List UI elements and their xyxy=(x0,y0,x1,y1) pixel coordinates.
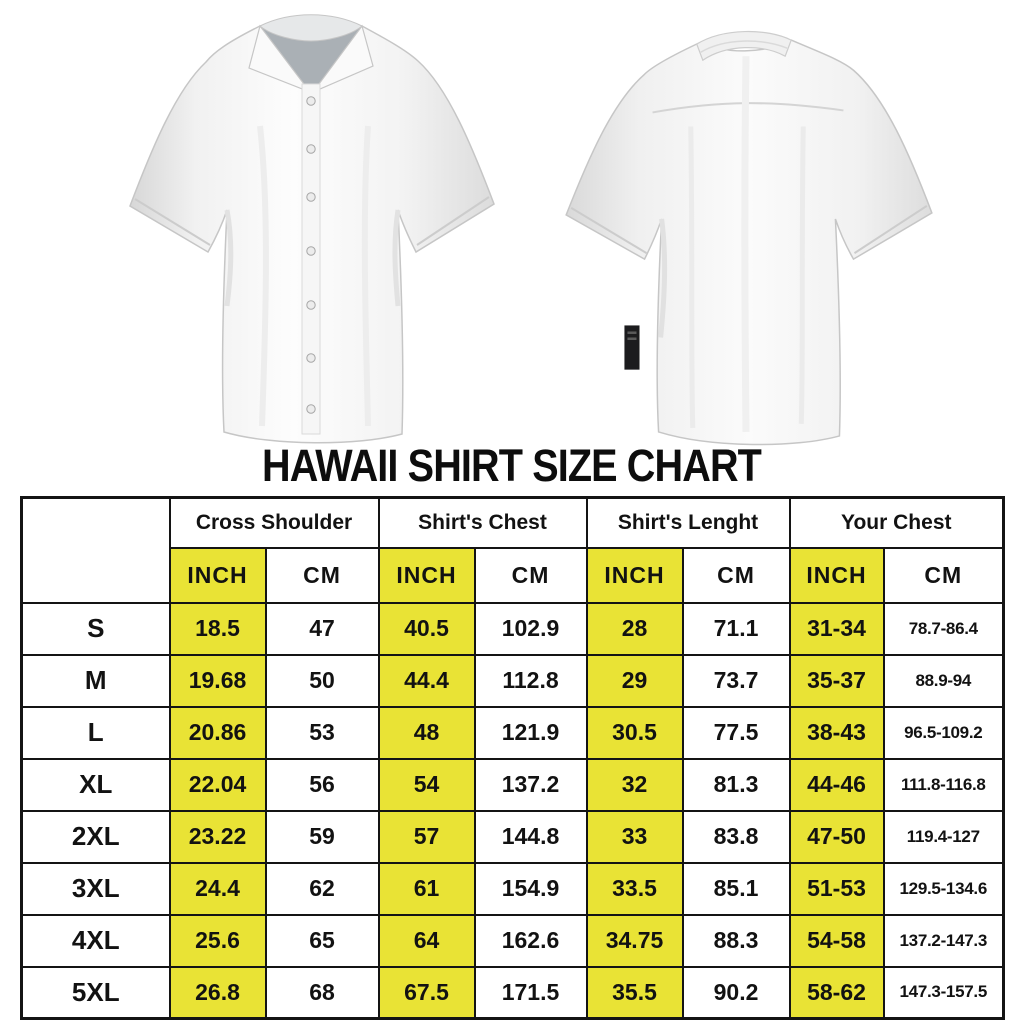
value-cell: 22.04 xyxy=(170,759,266,811)
value-cell: 65 xyxy=(266,915,379,967)
value-cell: 20.86 xyxy=(170,707,266,759)
value-cell: 62 xyxy=(266,863,379,915)
size-row-5xl xyxy=(22,967,1004,1019)
value-cell: 40.5 xyxy=(379,603,475,655)
size-row-m xyxy=(22,655,1004,707)
value-cell: 81.3 xyxy=(683,759,790,811)
value-cell: 119.4-127 xyxy=(884,811,1004,863)
value-cell: 57 xyxy=(379,811,475,863)
size-row-xl xyxy=(22,759,1004,811)
value-cell: 147.3-157.5 xyxy=(884,967,1004,1019)
value-cell: 38-43 xyxy=(790,707,884,759)
value-cell: 88.3 xyxy=(683,915,790,967)
value-cell: 35-37 xyxy=(790,655,884,707)
size-label: 3XL xyxy=(22,863,170,915)
column-group-header: Your Chest xyxy=(790,498,1004,548)
value-cell: 68 xyxy=(266,967,379,1019)
value-cell: 121.9 xyxy=(475,707,587,759)
value-cell: 26.8 xyxy=(170,967,266,1019)
value-cell: 35.5 xyxy=(587,967,683,1019)
value-cell: 50 xyxy=(266,655,379,707)
value-cell: 47-50 xyxy=(790,811,884,863)
value-cell: 19.68 xyxy=(170,655,266,707)
size-label: 5XL xyxy=(22,967,170,1019)
value-cell: 33.5 xyxy=(587,863,683,915)
value-cell: 32 xyxy=(587,759,683,811)
value-cell: 73.7 xyxy=(683,655,790,707)
shirt-back-photo xyxy=(540,16,952,448)
value-cell: 137.2-147.3 xyxy=(884,915,1004,967)
unit-header-cm: CM xyxy=(884,548,1004,603)
size-label: S xyxy=(22,603,170,655)
unit-header-inch: INCH xyxy=(790,548,884,603)
value-cell: 129.5-134.6 xyxy=(884,863,1004,915)
value-cell: 44.4 xyxy=(379,655,475,707)
value-cell: 18.5 xyxy=(170,603,266,655)
page-title: HAWAII SHIRT SIZE CHART xyxy=(262,440,762,491)
value-cell: 29 xyxy=(587,655,683,707)
value-cell: 56 xyxy=(266,759,379,811)
size-label: 4XL xyxy=(22,915,170,967)
value-cell: 90.2 xyxy=(683,967,790,1019)
value-cell: 58-62 xyxy=(790,967,884,1019)
unit-header-cm: CM xyxy=(266,548,379,603)
unit-header-inch: INCH xyxy=(587,548,683,603)
value-cell: 137.2 xyxy=(475,759,587,811)
value-cell: 144.8 xyxy=(475,811,587,863)
size-row-l xyxy=(22,707,1004,759)
value-cell: 53 xyxy=(266,707,379,759)
column-group-header: Cross Shoulder xyxy=(170,498,379,548)
value-cell: 48 xyxy=(379,707,475,759)
value-cell: 112.8 xyxy=(475,655,587,707)
size-chart-corner-cell xyxy=(22,498,170,603)
size-label: L xyxy=(22,707,170,759)
value-cell: 44-46 xyxy=(790,759,884,811)
value-cell: 31-34 xyxy=(790,603,884,655)
value-cell: 25.6 xyxy=(170,915,266,967)
size-row-4xl xyxy=(22,915,1004,967)
value-cell: 111.8-116.8 xyxy=(884,759,1004,811)
value-cell: 30.5 xyxy=(587,707,683,759)
value-cell: 171.5 xyxy=(475,967,587,1019)
value-cell: 67.5 xyxy=(379,967,475,1019)
value-cell: 47 xyxy=(266,603,379,655)
value-cell: 24.4 xyxy=(170,863,266,915)
column-group-header: Shirt's Chest xyxy=(379,498,587,548)
unit-header-inch: INCH xyxy=(379,548,475,603)
value-cell: 162.6 xyxy=(475,915,587,967)
value-cell: 96.5-109.2 xyxy=(884,707,1004,759)
unit-header-cm: CM xyxy=(475,548,587,603)
value-cell: 61 xyxy=(379,863,475,915)
value-cell: 33 xyxy=(587,811,683,863)
size-label: 2XL xyxy=(22,811,170,863)
value-cell: 54-58 xyxy=(790,915,884,967)
size-row-s xyxy=(22,603,1004,655)
value-cell: 23.22 xyxy=(170,811,266,863)
size-chart-table xyxy=(20,496,1005,1020)
size-label: XL xyxy=(22,759,170,811)
value-cell: 28 xyxy=(587,603,683,655)
size-row-3xl xyxy=(22,863,1004,915)
value-cell: 64 xyxy=(379,915,475,967)
value-cell: 54 xyxy=(379,759,475,811)
value-cell: 51-53 xyxy=(790,863,884,915)
unit-header-inch: INCH xyxy=(170,548,266,603)
size-row-2xl xyxy=(22,811,1004,863)
column-group-header: Shirt's Lenght xyxy=(587,498,790,548)
value-cell: 154.9 xyxy=(475,863,587,915)
value-cell: 77.5 xyxy=(683,707,790,759)
size-label: M xyxy=(22,655,170,707)
value-cell: 102.9 xyxy=(475,603,587,655)
value-cell: 34.75 xyxy=(587,915,683,967)
value-cell: 78.7-86.4 xyxy=(884,603,1004,655)
value-cell: 59 xyxy=(266,811,379,863)
value-cell: 71.1 xyxy=(683,603,790,655)
value-cell: 85.1 xyxy=(683,863,790,915)
unit-header-cm: CM xyxy=(683,548,790,603)
shirt-hem-tag xyxy=(624,325,639,369)
shirt-front-photo xyxy=(110,6,504,448)
value-cell: 83.8 xyxy=(683,811,790,863)
value-cell: 88.9-94 xyxy=(884,655,1004,707)
